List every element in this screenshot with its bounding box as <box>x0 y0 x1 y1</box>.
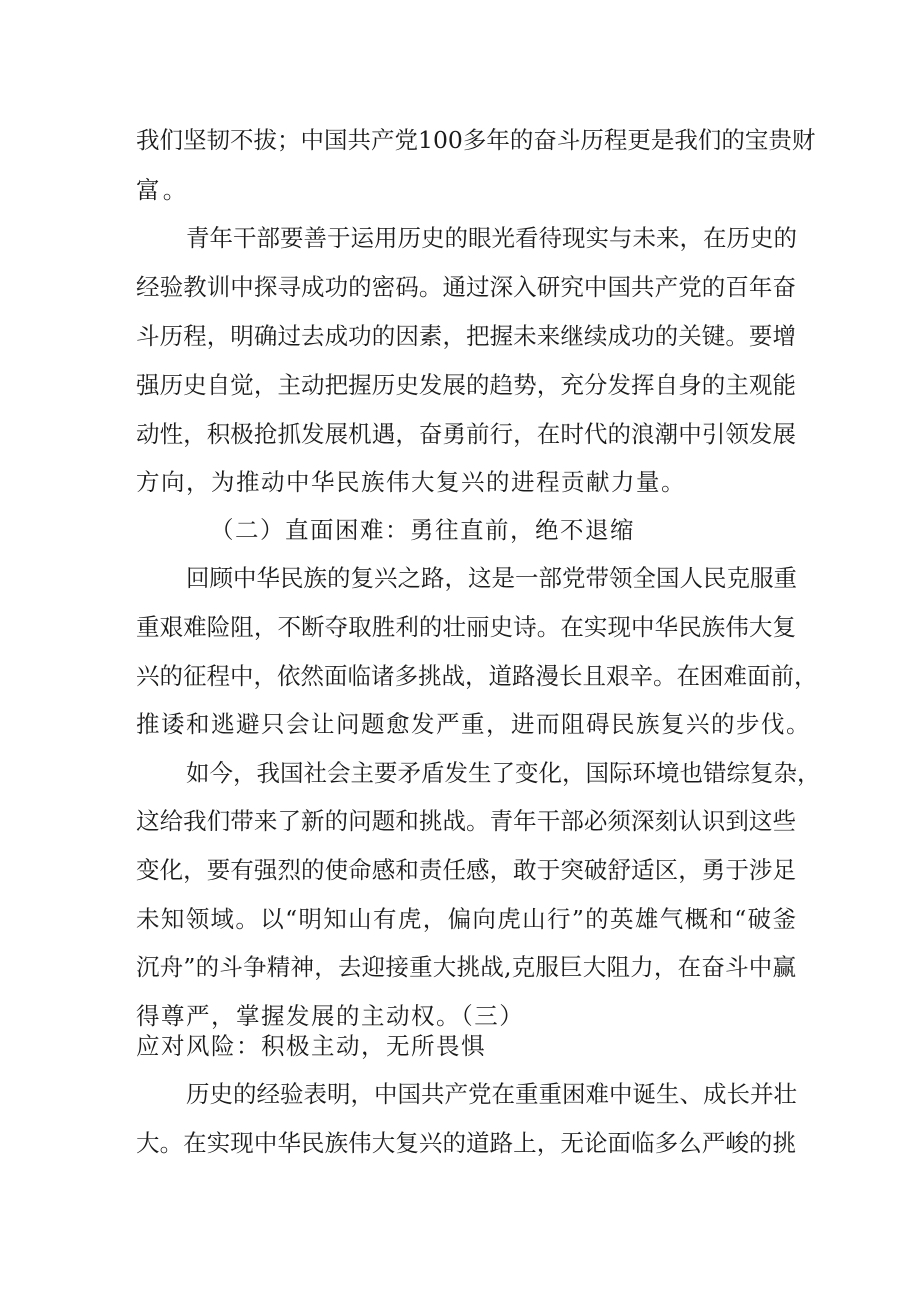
paragraph-line: 这给我们带来了新的问题和挑战。青年干部必须深刻认识到这些 <box>136 807 796 835</box>
paragraph-line: 重艰难险阻，不断夺取胜利的壮丽史诗。在实现中华民族伟大复 <box>136 613 796 641</box>
paragraph-line: 变化，要有强烈的使命感和责任感，敢于突破舒适区，勇于涉足 <box>136 856 796 884</box>
paragraph-line: 未知领域。以“明知山有虎，偏向虎山行”的英雄气概和“破釜 <box>136 905 796 933</box>
paragraph-line: 回顾中华民族的复兴之路，这是一部党带领全国人民克服重 <box>186 564 797 592</box>
paragraph-line: 得尊严，掌握发展的主动权。（三） <box>136 1002 525 1030</box>
paragraph-line: 斗历程，明确过去成功的因素，把握未来继续成功的关键。要增 <box>136 322 796 350</box>
paragraph-line: 我们坚韧不拔；中国共产党100多年的奋斗历程更是我们的宝贵财 <box>136 126 816 154</box>
paragraph-line: 兴的征程中，依然面临诸多挑战，道路漫长且艰辛。在困难面前， <box>136 662 818 690</box>
section-heading: 应对风险：积极主动，无所畏惧 <box>136 1032 486 1060</box>
paragraph-line: 青年干部要善于运用历史的眼光看待现实与未来，在历史的 <box>186 224 797 252</box>
section-heading: （二）直面困难：勇往直前，绝不退缩 <box>210 516 635 544</box>
paragraph-line: 历史的经验表明，中国共产党在重重困难中诞生、成长并壮 <box>186 1080 797 1108</box>
paragraph-line: 富。 <box>136 176 190 204</box>
paragraph-line: 推诿和逃避只会让问题愈发严重，进而阻碍民族复兴的步伐。 <box>136 710 811 738</box>
paragraph-line: 动性，积极抢抓发展机遇，奋勇前行，在时代的浪潮中引领发展 <box>136 420 796 448</box>
paragraph-line: 经验教训中探寻成功的密码。通过深入研究中国共产党的百年奋 <box>136 273 796 301</box>
paragraph-line: 大。在实现中华民族伟大复兴的道路上，无论面临多么严峻的挑 <box>136 1129 796 1157</box>
paragraph-line: 沉舟”的斗争精神，去迎接重大挑战,克服巨大阻力，在奋斗中赢 <box>136 953 796 981</box>
paragraph-line: 强历史自觉，主动把握历史发展的趋势，充分发挥自身的主观能 <box>136 371 796 399</box>
paragraph-line: 如今，我国社会主要矛盾发生了变化，国际环境也错综复杂， <box>186 759 821 787</box>
paragraph-line: 方向，为推动中华民族伟大复兴的进程贡献力量。 <box>136 468 686 496</box>
